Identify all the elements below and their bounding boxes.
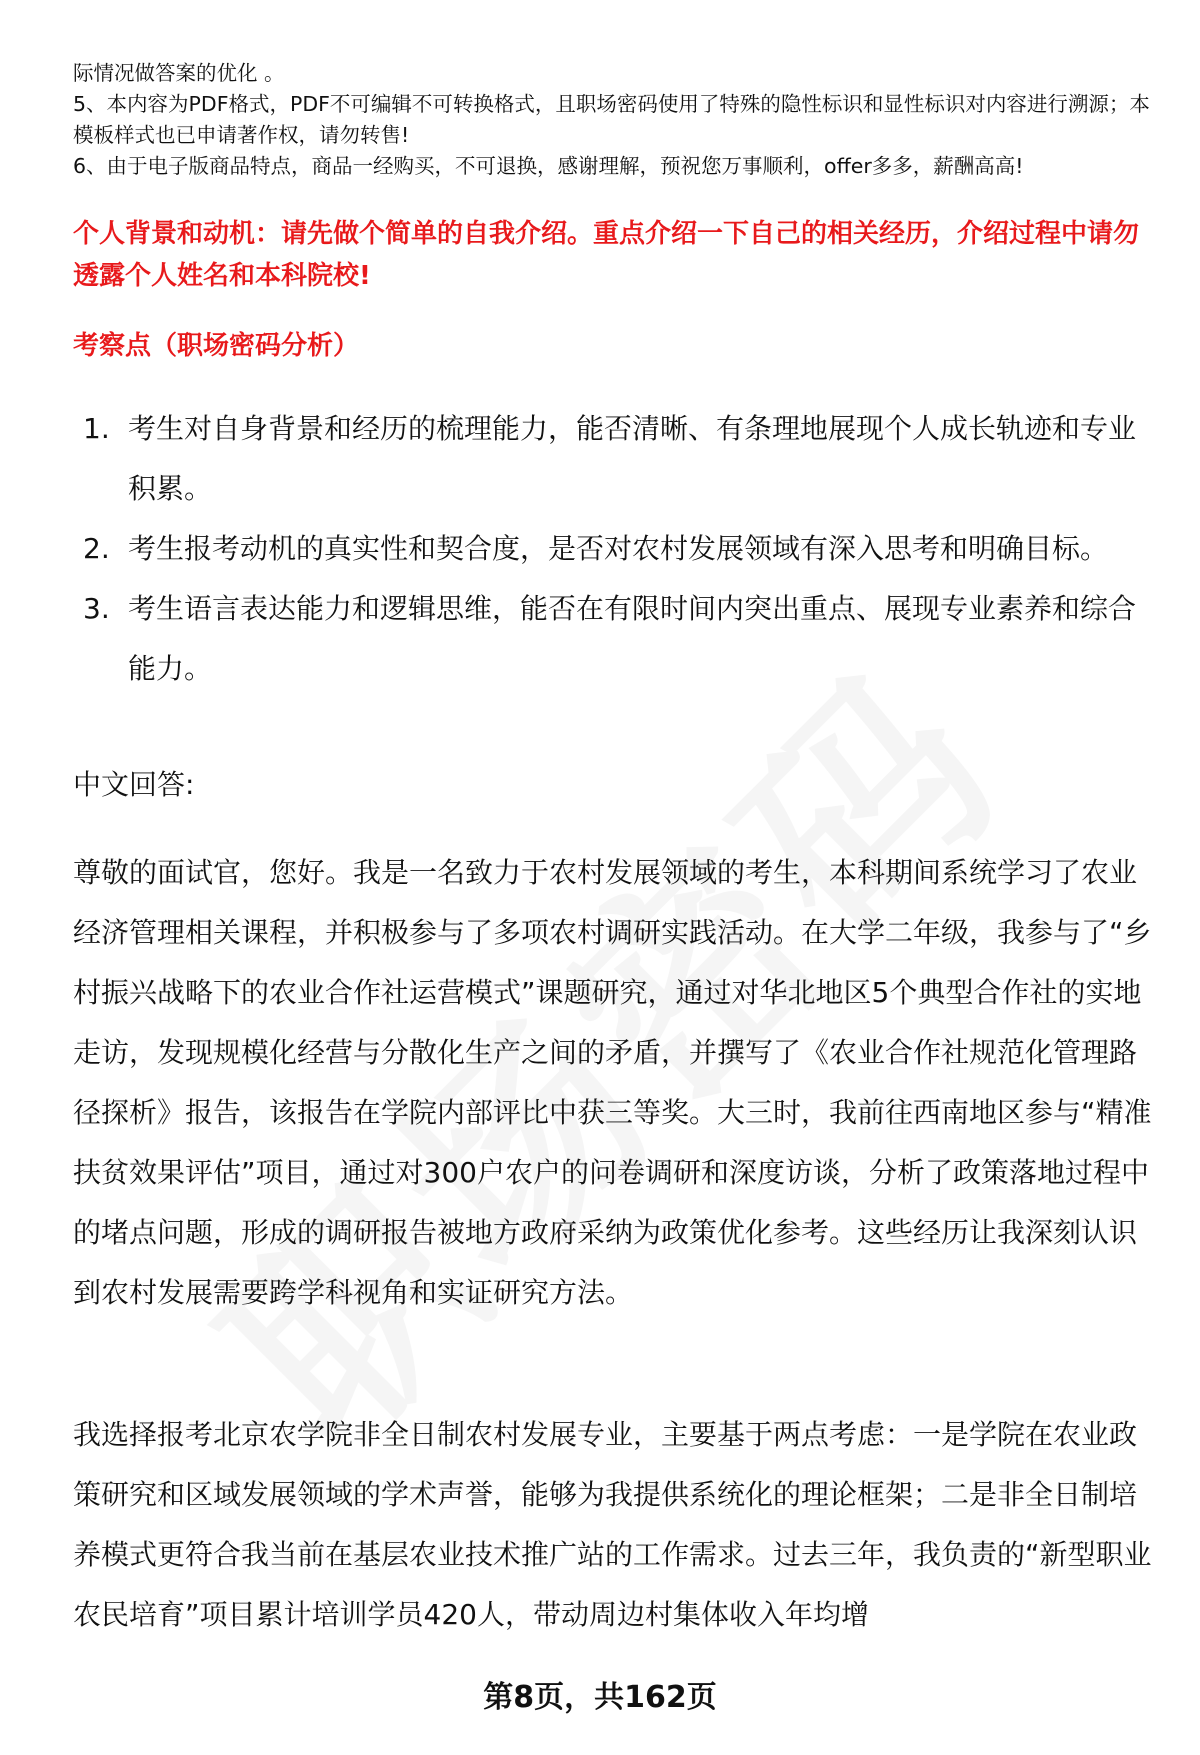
key-points-list bbox=[83, 399, 1163, 699]
question-heading: 个人背景和动机：请先做个简单的自我介绍。重点介绍一下自己的相关经历，介绍过程中请勿透露个人姓名和本科院校! bbox=[73, 219, 1140, 291]
list-item-number: 2. bbox=[83, 532, 110, 565]
list-item-text: 考生报考动机的真实性和契合度，是否对农村发展领域有深入思考和明确目标。 bbox=[128, 532, 1109, 565]
list-item bbox=[83, 579, 1163, 699]
note-line: 际情况做答案的优化 。 bbox=[73, 61, 285, 85]
list-item bbox=[83, 399, 1163, 519]
page-number: 第8页，共162页 bbox=[483, 1680, 717, 1715]
notes-section bbox=[73, 58, 1163, 182]
list-item-number: 1. bbox=[83, 412, 110, 445]
answer-paragraph: 我选择报考北京农学院非全日制农村发展专业，主要基于两点考虑：一是学院在农业政策研究和区域发展领域的学术声誉，能够为我提供系统化的理论框架；二是非全日制培养模式更符合我当前在基层农业技术推广站的工作需求。过去三年，我负责的“新型职业农民培育”项目累计培训学员420人，带动周边村集体收入年均增 bbox=[73, 1418, 1152, 1631]
list-item-text: 考生语言表达能力和逻辑思维，能否在有限时间内突出重点、展现专业素养和综合能力。 bbox=[128, 592, 1137, 685]
list-item-number: 3. bbox=[83, 592, 110, 625]
note-line: 5、本内容为PDF格式，PDF不可编辑不可转换格式，且职场密码使用了特殊的隐性标识和显性标识对内容进行溯源；本模板样式也已申请著作权，请勿转售! bbox=[73, 92, 1150, 147]
key-points-heading: 考察点（职场密码分析） bbox=[73, 331, 360, 361]
answer-paragraph: 尊敬的面试官，您好。我是一名致力于农村发展领域的考生，本科期间系统学习了农业经济管理相关课程，并积极参与了多项农村调研实践活动。在大学二年级，我参与了“乡村振兴战略下的农业合作社运营模式”课题研究，通过对华北地区5个典型合作社的实地走访，发现规模化经营与分散化生产之间的矛盾，并撰写了《农业合作社规范化管理路径探析》报告，该报告在学院内部评比中获三等奖。大三时，我前往西南地区参与“精准扶贫效果评估”项目，通过对300户农户的问卷调研和深度访谈，分析了政策落地过程中的堵点问题，形成的调研报告被地方政府采纳为政策优化参考。这些经历让我深刻认识到农村发展需要跨学科视角和实证研究方法。 bbox=[73, 856, 1152, 1309]
answer-label: 中文回答: bbox=[73, 768, 195, 801]
note-line: 6、由于电子版商品特点，商品一经购买，不可退换，感谢理解，预祝您万事顺利，offer多多，薪酬高高! bbox=[73, 154, 1024, 178]
list-item bbox=[83, 519, 1163, 579]
list-item-text: 考生对自身背景和经历的梳理能力，能否清晰、有条理地展现个人成长轨迹和专业积累。 bbox=[128, 412, 1137, 505]
